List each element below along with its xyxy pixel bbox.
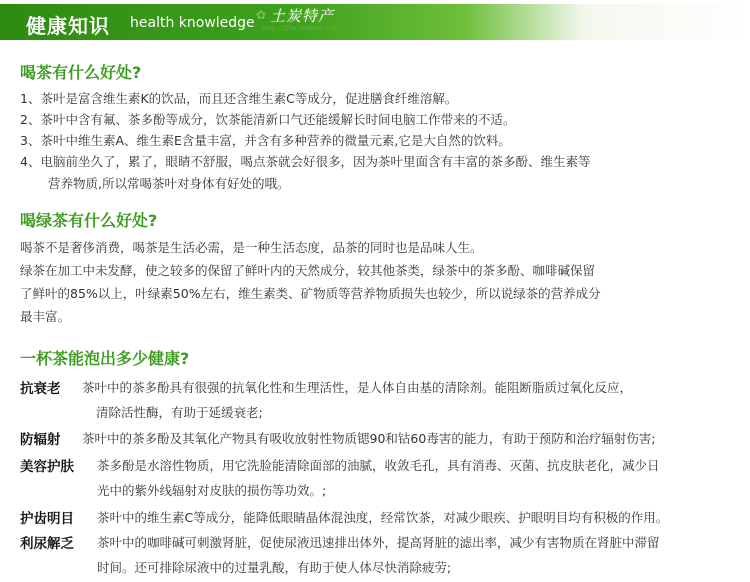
section1-item: 3、茶叶中维生素A、维生素E含量丰富，并含有多种营养的微量元素,它是大自然的饮料。	[20, 133, 511, 148]
header-bar	[0, 4, 750, 40]
leaf-icon: ✿	[256, 8, 267, 22]
section2-line: 喝茶不是奢侈消费，喝茶是生活必需，是一种生活态度，品茶的同时也是品味人生。	[20, 240, 483, 255]
header-banner	[0, 0, 750, 44]
section2-title: 喝绿茶有什么好处?	[20, 211, 158, 230]
section2-line: 了鲜叶的85%以上，叶绿素50%左右，维生素类、矿物质等营养物质损失也较少，所以说绿茶的营养成分	[20, 286, 601, 301]
section2-line: 绿茶在加工中未发酵，使之较多的保留了鲜叶内的天然成分，较其他茶类，绿茶中的茶多酚、咖啡碱保留	[20, 263, 596, 278]
benefit-term: 利尿解乏	[20, 536, 74, 552]
benefit-desc: 茶叶中的维生素C等成分，能降低眼睛晶体混浊度，经常饮茶，对减少眼疾、护眼明目均有积极的作用。	[97, 510, 669, 525]
section1-item: 1、茶叶是富含维生素K的饮品，而且还含维生素C等成分，促进膳食纤维溶解。	[20, 91, 458, 106]
page-title: 健康知识	[26, 14, 110, 38]
benefit-desc: 清除活性酶，有助于延缓衰老;	[96, 405, 263, 420]
brand-url: http://tfte.taobao.com	[262, 25, 340, 32]
section1-item: 4、电脑前坐久了，累了，眼睛不舒服，喝点茶就会好很多，因为茶叶里面含有丰富的茶多酚、维生素等	[20, 154, 591, 169]
benefit-desc: 光中的紫外线辐射对皮肤的损伤等功效。;	[97, 483, 327, 498]
page-subtitle: health knowledge	[130, 15, 255, 31]
benefit-desc: 茶多酚是水溶性物质，用它洗脸能清除面部的油腻，收敛毛孔，具有消毒、灭菌、抗皮肤老化，减少日	[97, 458, 660, 473]
section1-title: 喝茶有什么好处?	[20, 63, 142, 82]
section1-item: 2、茶叶中含有氟、茶多酚等成分，饮茶能清新口气还能缓解长时间电脑工作带来的不适。	[20, 112, 516, 127]
benefit-desc: 茶叶中的茶多酚及其氧化产物具有吸收放射性物质锶90和钴60毒害的能力，有助于预防和治疗辐射伤害;	[82, 431, 656, 446]
section1-item: 营养物质,所以常喝茶叶对身体有好处的哦。	[48, 176, 290, 191]
brand-name: 土炭特产	[270, 7, 335, 25]
benefit-term: 防辐射	[20, 432, 61, 448]
benefit-desc: 时间。还可排除尿液中的过量乳酸，有助于使人体尽快消除疲劳;	[97, 560, 452, 575]
brand-logo	[256, 5, 366, 35]
section3-title: 一杯茶能泡出多少健康?	[20, 349, 190, 368]
section2-line: 最丰富。	[20, 309, 71, 324]
benefit-term: 美容护肤	[20, 459, 74, 475]
benefit-term: 抗衰老	[20, 381, 61, 397]
benefit-term: 护齿明目	[20, 511, 74, 527]
benefit-desc: 茶叶中的茶多酚具有很强的抗氧化性和生理活性，是人体自由基的清除剂。能阻断脂质过氧化反应，	[82, 380, 633, 395]
benefit-desc: 茶叶中的咖啡碱可刺激肾脏，促使尿液迅速排出体外，提高肾脏的滤出率，减少有害物质在肾脏中滞留	[97, 535, 660, 550]
